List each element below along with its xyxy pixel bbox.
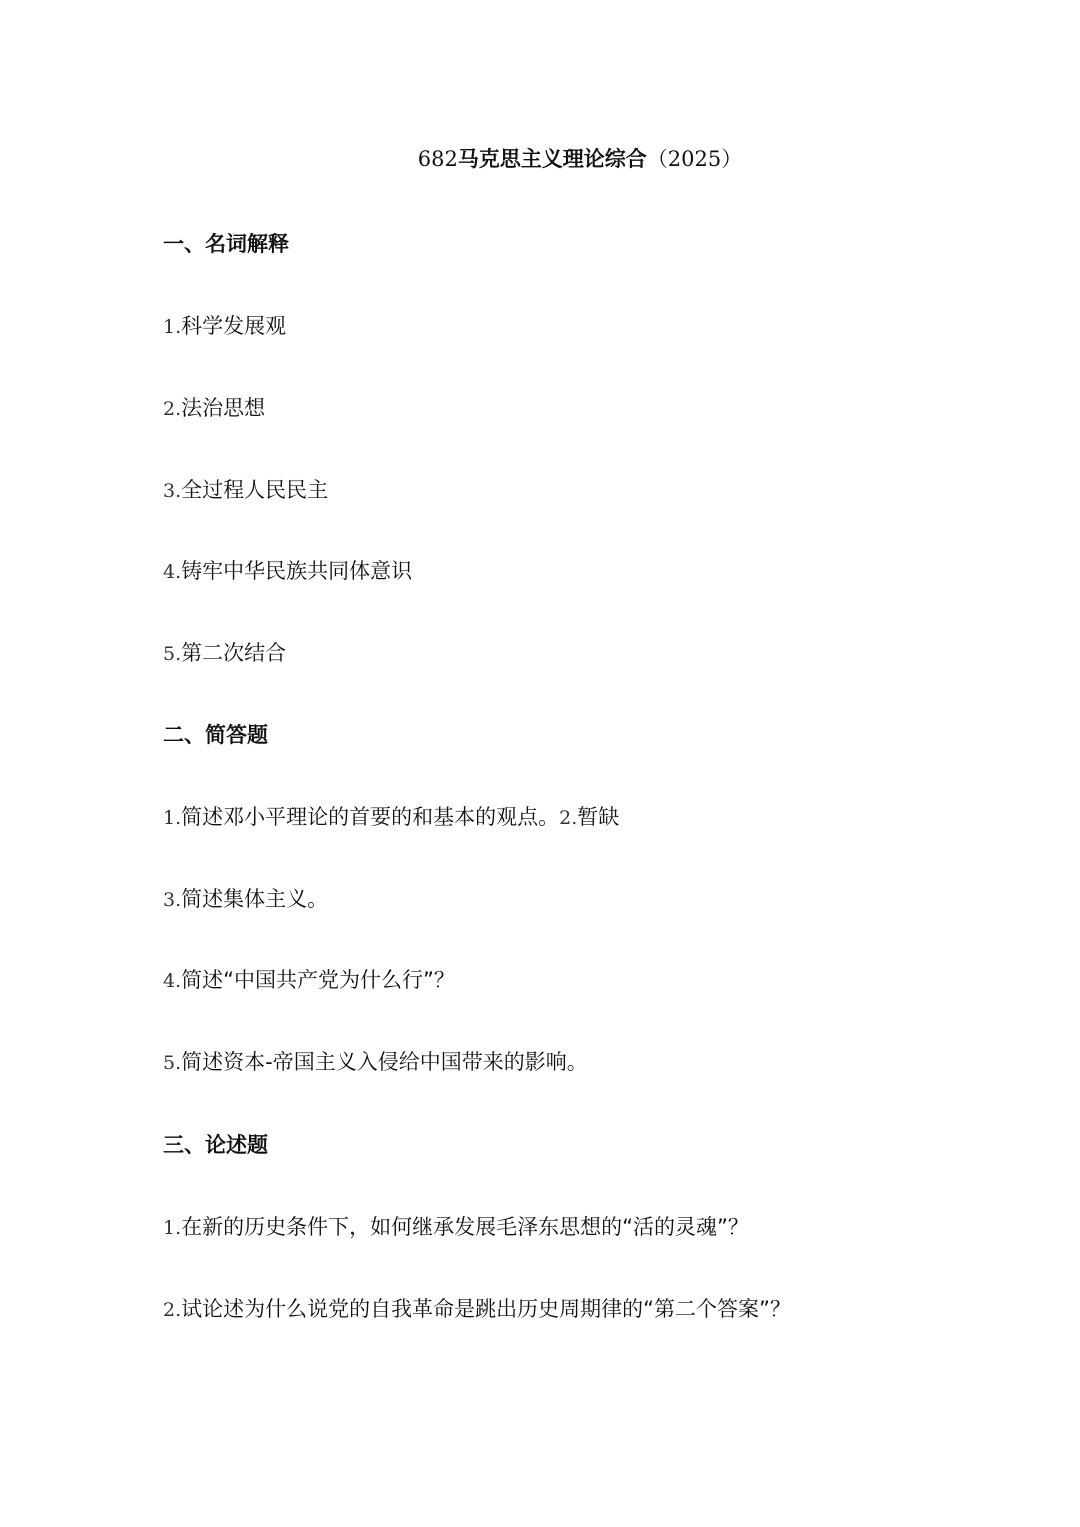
question-number: 4. <box>163 561 182 583</box>
question-text: 试论述为什么说党的自我革命是跳出历史周期律的“第二个答案”？ <box>181 1297 791 1321</box>
title-number: 682 <box>417 147 458 171</box>
question-number: 4. <box>163 970 182 992</box>
question-number: 1. <box>163 1217 182 1239</box>
question-number: 1. <box>163 807 182 829</box>
title-text: 马克思主义理论综合 <box>457 147 647 171</box>
question-item <box>163 964 455 994</box>
question-item <box>163 392 265 422</box>
question-text: 简述邓小平理论的首要的和基本的观点。 <box>181 805 560 829</box>
question-item <box>163 555 412 585</box>
question-item <box>163 310 286 340</box>
question-number: 1. <box>163 316 182 338</box>
question-item <box>163 1211 749 1241</box>
question-text: 科学发展观 <box>181 314 287 338</box>
question-number: 3. <box>163 889 182 911</box>
question-number: 5. <box>163 643 182 665</box>
question-item <box>163 637 286 667</box>
section-heading-essay: 三、论述题 <box>163 1133 268 1157</box>
question-item <box>163 1293 791 1323</box>
question-number: 2. <box>163 1299 182 1321</box>
question-item <box>163 1046 588 1076</box>
question-text: 简述“中国共产党为什么行”？ <box>181 968 455 992</box>
question-text: 铸牢中华民族共同体意识 <box>181 559 413 583</box>
section-heading-short-answer: 二、简答题 <box>163 723 268 747</box>
document-title <box>0 143 1080 173</box>
question-item <box>163 801 619 831</box>
question-text: 简述集体主义。 <box>181 887 329 911</box>
question-number: 3. <box>163 480 182 502</box>
question-text: 暂缺 <box>577 805 620 829</box>
question-number: 2. <box>163 398 182 420</box>
title-year: （2025） <box>646 147 743 171</box>
question-text: 法治思想 <box>181 396 266 420</box>
question-number: 5. <box>163 1052 182 1074</box>
question-item <box>163 474 328 504</box>
question-text: 全过程人民民主 <box>181 478 329 502</box>
question-item <box>163 883 328 913</box>
question-number: 2. <box>559 807 578 829</box>
question-text: 第二次结合 <box>181 641 287 665</box>
question-text: 简述资本-帝国主义入侵给中国带来的影响。 <box>181 1050 588 1074</box>
question-text: 在新的历史条件下，如何继承发展毛泽东思想的“活的灵魂”？ <box>181 1215 749 1239</box>
section-heading-terms: 一、名词解释 <box>163 232 289 256</box>
